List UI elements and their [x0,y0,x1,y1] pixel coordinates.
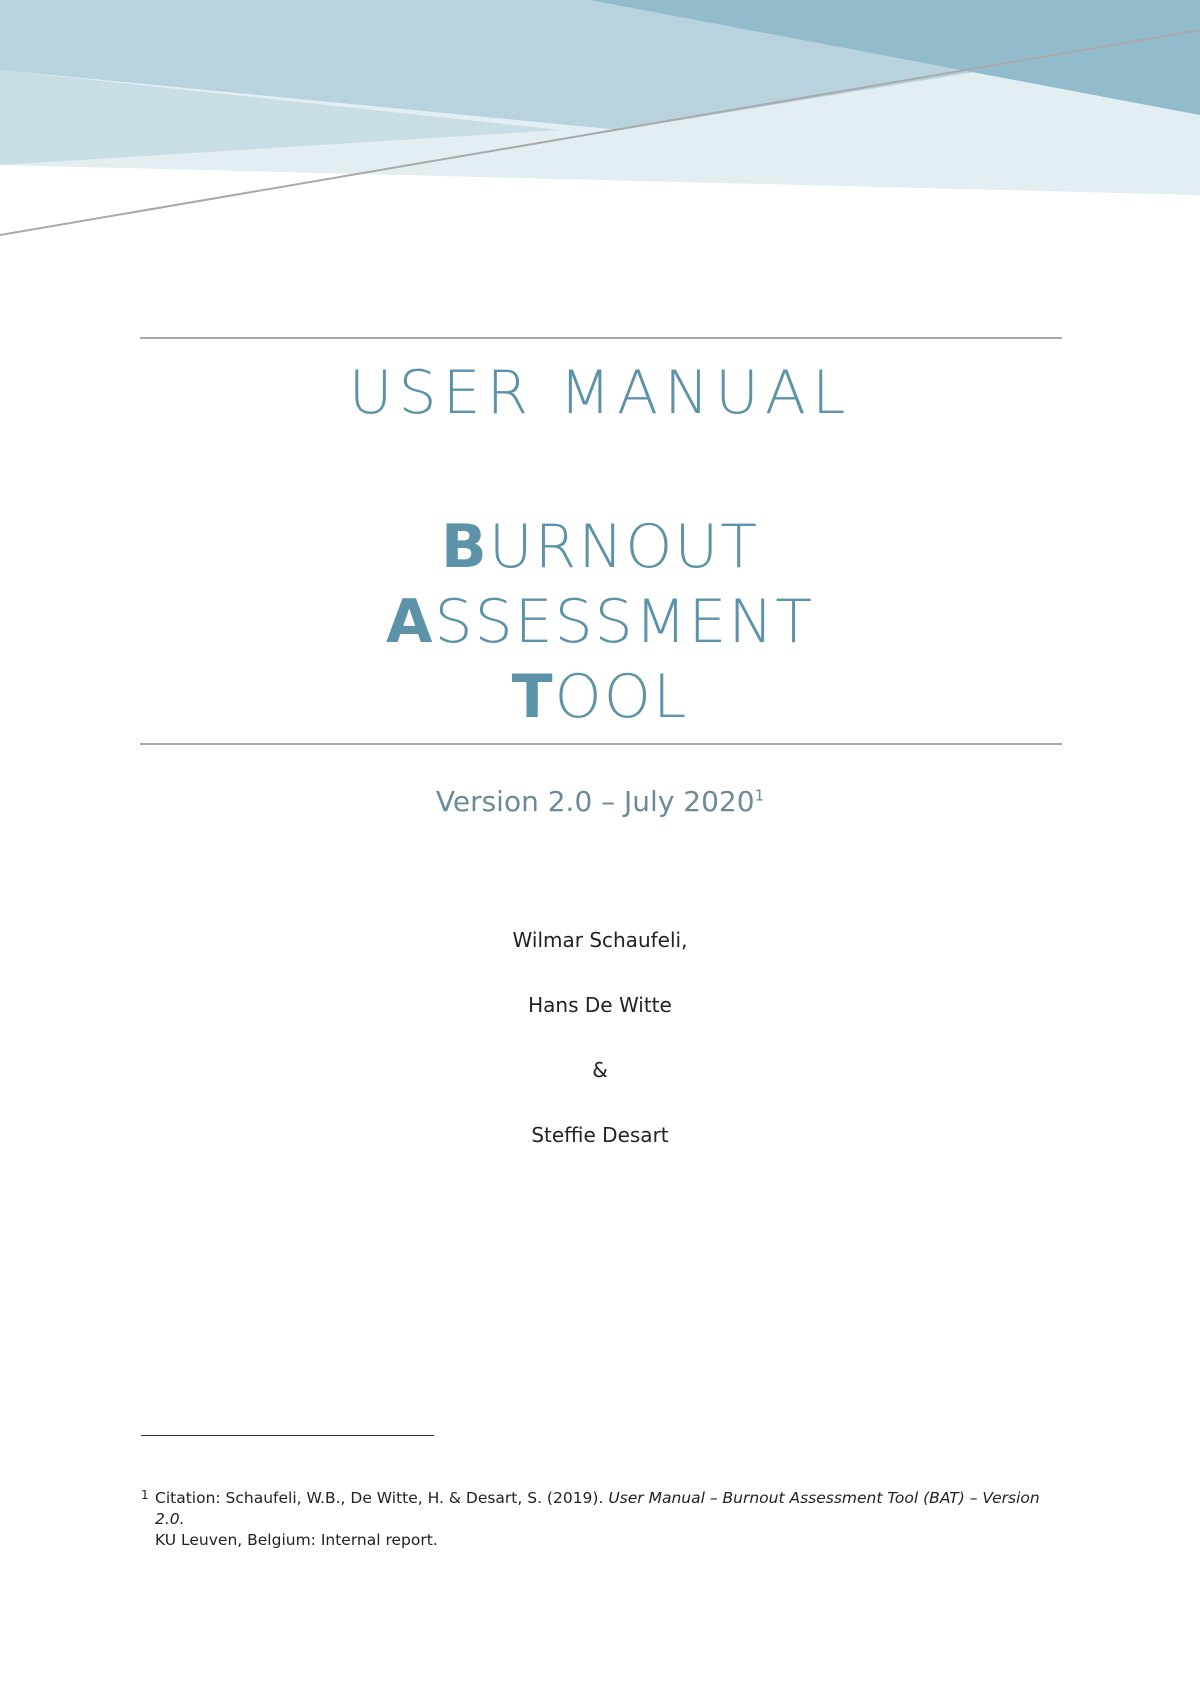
tool-name-line-1 [0,510,1200,585]
footnote-reference[interactable]: 1 [754,786,765,805]
version-text: Version 2.0 – July 2020 [435,785,755,818]
tool-name-rest: OOL [554,662,689,732]
tool-name-initial: A [386,587,435,657]
footnote [141,1488,1071,1551]
footnote-separator [141,1435,434,1436]
tool-name-rest: URNOUT [488,512,759,582]
author-name: Wilmar Schaufeli, [512,928,688,952]
tool-name-line-3 [0,660,1200,735]
footnote-citation-plain: Citation: Schaufeli, W.B., De Witte, H. & Desart, S. (2019). [155,1489,609,1507]
title-top-rule [140,337,1062,339]
document-title: USER MANUAL [348,358,852,428]
author-name: Hans De Witte [528,993,672,1017]
tool-name-line-2 [0,585,1200,660]
author-name: Steffie Desart [531,1123,669,1147]
footnote-number: 1 [141,1488,149,1502]
tool-name-initial: T [511,662,555,732]
author-separator: & [592,1058,608,1082]
version-line [0,785,1200,818]
footnote-citation-italic: User Manual – Burnout Assessment Tool (BAT) – Version 2.0. [155,1489,1040,1528]
tool-name-rest: SSESSMENT [434,587,814,657]
footnote-citation [155,1488,1071,1551]
tool-name-initial: B [440,512,489,582]
title-bottom-rule [140,743,1062,745]
footnote-citation-end: KU Leuven, Belgium: Internal report. [155,1531,438,1549]
tool-name-block [0,510,1200,735]
decorative-banner [0,0,1200,260]
